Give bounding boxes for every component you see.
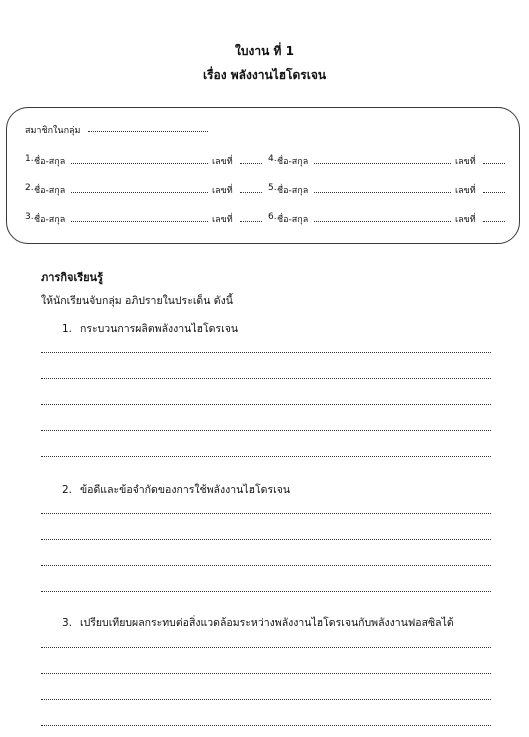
answer-line[interactable] (41, 565, 491, 566)
answer-line[interactable] (41, 539, 491, 540)
member-number: 2. (25, 183, 34, 193)
answer-line[interactable] (41, 591, 491, 592)
member-number-field[interactable] (240, 221, 262, 222)
member-number-label: เลขที่ (455, 157, 476, 167)
answer-line[interactable] (41, 513, 491, 514)
question-number: 3. (62, 617, 73, 629)
question-number: 1. (62, 323, 73, 335)
member-number-field[interactable] (240, 192, 262, 193)
member-number: 3. (25, 212, 34, 222)
member-name-field[interactable] (314, 192, 451, 193)
answer-line[interactable] (41, 456, 491, 457)
member-name-label: ชื่อ-สกุล (34, 215, 66, 225)
worksheet-title: ใบงาน ที่ 1 (235, 44, 294, 58)
question-text: กระบวนการผลิตพลังงานไฮโดรเจน (80, 323, 239, 335)
group-members-box (6, 107, 520, 244)
answer-line[interactable] (41, 404, 491, 405)
member-number-label: เลขที่ (212, 157, 233, 167)
member-name-field[interactable] (71, 163, 208, 164)
member-name-field[interactable] (314, 163, 451, 164)
question-text: ข้อดีและข้อจำกัดของการใช้พลังงานไฮโดรเจน (80, 484, 290, 496)
member-name-label: ชื่อ-สกุล (34, 186, 66, 196)
member-number: 5. (268, 183, 277, 193)
member-number-label: เลขที่ (455, 215, 476, 225)
member-number-field[interactable] (483, 192, 505, 193)
member-number-field[interactable] (483, 221, 505, 222)
member-name-field[interactable] (71, 221, 208, 222)
member-name-field[interactable] (71, 192, 208, 193)
question-text: เปรียบเทียบผลกระทบต่อสิ่งแวดล้อมระหว่างพลังงานไฮโดรเจนกับพลังงานฟอสซิลได้ (80, 617, 454, 629)
answer-line[interactable] (41, 430, 491, 431)
member-name-label: ชื่อ-สกุล (277, 157, 309, 167)
group-members-label (25, 123, 80, 137)
member-name-field[interactable] (314, 221, 451, 222)
activity-instruction: ให้นักเรียนจับกลุ่ม อภิปรายในประเด็น ดังนี้ (41, 295, 233, 307)
answer-line[interactable] (41, 378, 491, 379)
answer-line[interactable] (41, 352, 491, 353)
member-number: 4. (268, 154, 277, 164)
member-number: 1. (25, 154, 34, 164)
group-members-line[interactable] (88, 131, 208, 132)
member-number: 6. (268, 212, 277, 222)
question-2 (62, 481, 290, 498)
member-number-label: เลขที่ (212, 215, 233, 225)
member-name-label: ชื่อ-สกุล (277, 186, 309, 196)
member-name-label: ชื่อ-สกุล (277, 215, 309, 225)
answer-line[interactable] (41, 673, 491, 674)
member-name-label: ชื่อ-สกุล (34, 157, 66, 167)
answer-line[interactable] (41, 725, 491, 726)
member-number-field[interactable] (240, 163, 262, 164)
worksheet-subject: เรื่อง พลังงานไฮโดรเจน (202, 68, 327, 82)
activity-title: ภารกิจเรียนรู้ (41, 271, 103, 284)
answer-line[interactable] (41, 647, 491, 648)
member-number-label: เลขที่ (212, 186, 233, 196)
question-number: 2. (62, 484, 73, 496)
question-3 (62, 614, 454, 631)
member-number-label: เลขที่ (455, 186, 476, 196)
group-members-label-text: สมาชิกในกลุ่ม (25, 126, 81, 136)
answer-line[interactable] (41, 699, 491, 700)
member-number-field[interactable] (483, 163, 505, 164)
question-1 (62, 320, 238, 337)
